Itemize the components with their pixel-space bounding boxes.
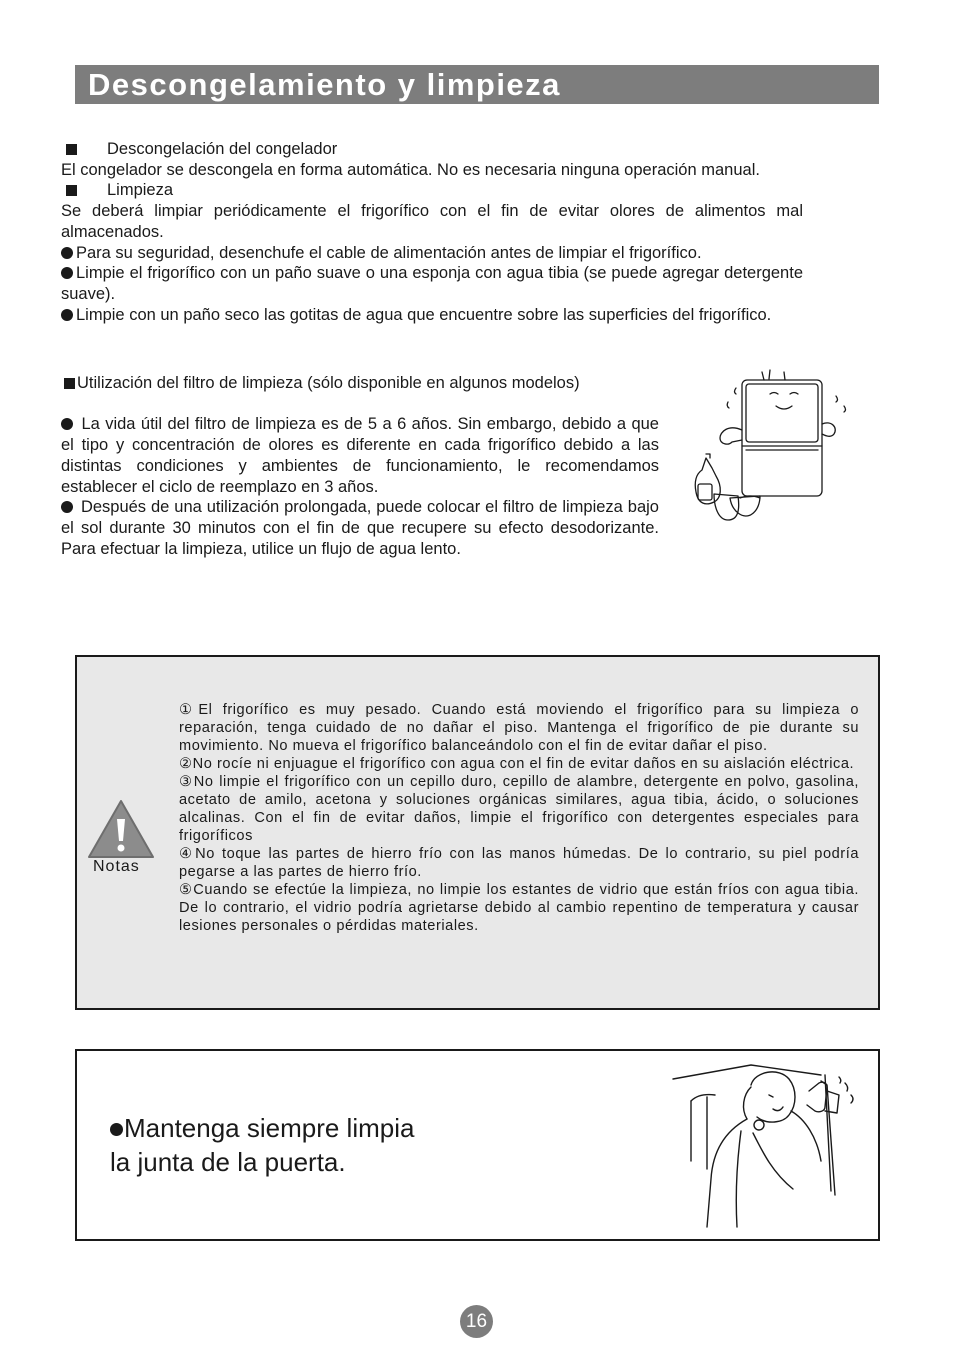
square-bullet-icon bbox=[66, 185, 77, 196]
door-seal-box bbox=[75, 1049, 880, 1241]
door-seal-line bbox=[110, 1111, 414, 1145]
notes-list bbox=[179, 701, 859, 935]
cleaning-bullet bbox=[61, 263, 803, 304]
round-bullet-icon bbox=[61, 267, 73, 279]
cleaning-bullet-text: Para su seguridad, desenchufe el cable de alimentación antes de limpiar el frigorífico. bbox=[76, 243, 702, 262]
note-item: ④No toque las partes de hierro frío con las manos húmedas. De lo contrario, su piel podría pegarse a las partes de hierro frío. bbox=[179, 846, 859, 880]
round-bullet-icon bbox=[61, 247, 73, 259]
cleaning-text: Se deberá limpiar periódicamente el frigorífico con el fin de evitar olores de alimentos mal almacenados. bbox=[61, 202, 803, 241]
cleaning-bullet bbox=[61, 305, 803, 326]
door-seal-line-text: la junta de la puerta. bbox=[110, 1147, 346, 1177]
cleaning-heading: Limpieza bbox=[107, 181, 174, 200]
person-cleaning-door-seal-illustration bbox=[671, 1061, 871, 1231]
fridge-cleaning-illustration bbox=[686, 366, 856, 536]
defrost-and-cleaning-section bbox=[61, 139, 803, 325]
round-bullet-icon bbox=[61, 501, 73, 513]
notes-box bbox=[75, 655, 880, 1010]
filter-heading: Utilización del filtro de limpieza (sólo disponible en algunos modelos) bbox=[77, 374, 580, 392]
note-item: ⑤Cuando se efectúe la limpieza, no limpie los estantes de vidrio que están fríos con agua tibia. De lo contrario, el vidrio podría agrietarse debido al cambio repentino de temperatura y causar lesiones personales o pérdidas materiales. bbox=[179, 882, 859, 934]
note-item: ②No rocíe ni enjuague el frigorífico con agua con el fin de evitar daños en su aislación eléctrica. bbox=[179, 756, 855, 772]
cleaning-bullet-text: Limpie con un paño seco las gotitas de agua que encuentre sobre las superficies del frigorífico. bbox=[76, 305, 772, 324]
filter-bullet-text: Después de una utilización prolongada, puede colocar el filtro de limpieza bajo el sol durante 30 minutos con el fin de que recupere su efecto desodorizante. Para efectuar la limpieza, utilice un flujo de agua lento. bbox=[61, 498, 659, 558]
page-title: Descongelamiento y limpieza bbox=[88, 67, 561, 102]
door-seal-line-text: Mantenga siempre limpia bbox=[124, 1113, 415, 1143]
door-seal-text bbox=[110, 1111, 414, 1179]
note-item: ①El frigorífico es muy pesado. Cuando está moviendo el frigorífico para su limpieza o reparación, tenga cuidado de no dañar el piso. Mantenga el frigorífico de pie durante su movimiento. No mueva el frigorífico balanceándolo con el fin de evitar dañar el piso. bbox=[179, 702, 859, 754]
cleaning-bullet-text: Limpie el frigorífico con un paño suave o una esponja con agua tibia (se puede agregar detergente suave). bbox=[61, 264, 803, 303]
round-bullet-icon bbox=[110, 1123, 123, 1136]
warning-triangle-icon bbox=[85, 797, 157, 863]
round-bullet-icon bbox=[61, 309, 73, 321]
page-number: 16 bbox=[460, 1305, 493, 1338]
filter-heading-line bbox=[61, 373, 659, 394]
filter-bullet bbox=[61, 497, 659, 559]
defrost-heading: Descongelación del congelador bbox=[107, 140, 338, 158]
note-item: ③No limpie el frigorífico con un cepillo duro, cepillo de alambre, detergente en polvo, gasolina, acetato de amilo, acetona y soluciones orgánicas similares, agua tibia, ácido, o soluciones alcalinas. Con el fin de evitar daños, limpie el frigorífico con detergentes especiales para frigoríficos bbox=[179, 774, 859, 844]
cleaning-heading-line bbox=[61, 180, 803, 201]
defrost-heading-line bbox=[61, 139, 803, 160]
title-bar bbox=[75, 65, 879, 104]
filter-bullet bbox=[61, 414, 659, 497]
filter-bullet-text: La vida útil del filtro de limpieza es de 5 a 6 años. Sin embargo, debido a que el tipo y concentración de olores es diferente en cada frigorífico debido a las distintas condiciones y ambientes de funcionamiento, le recomendamos establecer el ciclo de reemplazo en 3 años. bbox=[61, 415, 659, 496]
square-bullet-icon bbox=[64, 378, 75, 389]
square-bullet-icon bbox=[66, 144, 77, 155]
round-bullet-icon bbox=[61, 418, 73, 430]
door-seal-line bbox=[110, 1145, 414, 1179]
notes-label: Notas bbox=[93, 858, 140, 875]
cleaning-bullet bbox=[61, 243, 803, 264]
defrost-text: El congelador se descongela en forma automática. No es necesaria ninguna operación manual. bbox=[61, 160, 760, 179]
filter-section bbox=[61, 373, 659, 559]
